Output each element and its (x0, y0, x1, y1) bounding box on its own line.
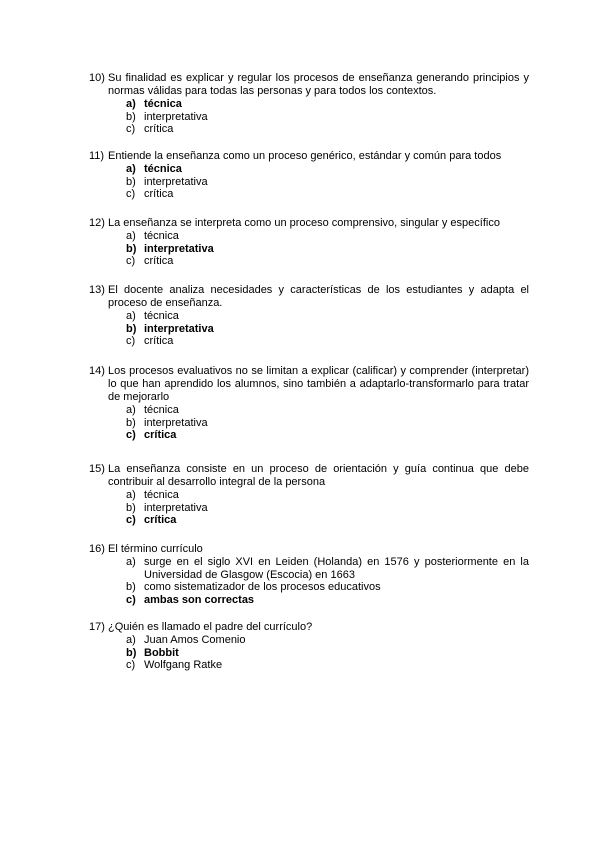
option-c: c) crítica (126, 429, 177, 442)
question-number: 12) (89, 217, 105, 229)
option-b: b) interpretativa (126, 322, 214, 335)
option-a: a) técnica (126, 489, 179, 501)
option-b: b) interpretativa (126, 175, 208, 188)
options-list (126, 404, 529, 442)
question-text: ¿Quién es llamado el padre del currículo? (108, 621, 313, 633)
question-stem (89, 365, 529, 404)
question-text: La enseñanza se interpreta como un proceso comprensivo, singular y específico (108, 217, 500, 229)
option-b: b) interpretativa (126, 501, 208, 514)
option-c: c) ambas son correctas (126, 593, 255, 606)
options-list (126, 98, 529, 136)
question-number: 13) (89, 284, 105, 296)
question-stem (89, 284, 529, 310)
option-c: c) crítica (126, 514, 177, 527)
question-stem (89, 72, 529, 98)
question-number: 16) (89, 543, 105, 555)
option-a: a) surge en el siglo XVI en Leiden (Holanda) en 1576 y posteriormente en la Universidad de Glasgow (Escocia) en 1663 (126, 556, 529, 581)
option-a: a) técnica (126, 230, 179, 242)
options-list (126, 310, 529, 348)
question-text: El docente analiza necesidades y características de los estudiantes y adapta el proceso de enseñanza. (108, 284, 529, 309)
question-stem (89, 150, 529, 163)
option-a: a) técnica (126, 310, 179, 322)
option-b: b) como sistematizador de los procesos educativos (126, 581, 381, 594)
question-17 (89, 621, 529, 672)
option-c: c) Wolfgang Ratke (126, 659, 223, 672)
option-b: b) Bobbit (126, 646, 179, 659)
options-list (126, 556, 529, 606)
question-text: Su finalidad es explicar y regular los procesos de enseñanza generando principios y normas válidas para todas las personas y para todos los contextos. (108, 72, 529, 97)
question-13 (89, 284, 529, 348)
option-a: a) técnica (126, 163, 182, 175)
option-b: b) interpretativa (126, 242, 214, 255)
question-text: La enseñanza consiste en un proceso de orientación y guía continua que debe contribuir al desarrollo integral de la persona (108, 463, 529, 488)
question-number: 11) (89, 150, 105, 162)
question-stem (89, 217, 529, 230)
question-text: Entiende la enseñanza como un proceso genérico, estándar y común para todos (108, 150, 502, 162)
question-text: Los procesos evaluativos no se limitan a explicar (calificar) y comprender (interpretar) lo que han aprendido los alumnos, sino también a adaptarlo-transformarlo para tratar de mejorarlo (108, 365, 529, 403)
question-text: El término currículo (108, 543, 203, 555)
option-b: b) interpretativa (126, 416, 208, 429)
question-10 (89, 72, 529, 136)
question-15 (89, 463, 529, 527)
question-stem (89, 621, 529, 634)
option-c: c) crítica (126, 188, 174, 201)
option-c: c) crítica (126, 123, 174, 136)
option-c: c) crítica (126, 335, 174, 348)
question-number: 17) (89, 621, 105, 633)
question-12 (89, 217, 529, 268)
question-16 (89, 543, 529, 606)
question-number: 14) (89, 365, 105, 377)
options-list (126, 230, 529, 268)
option-a: a) Juan Amos Comenio (126, 634, 246, 646)
option-a: a) técnica (126, 404, 179, 416)
option-c: c) crítica (126, 255, 174, 268)
options-list (126, 489, 529, 527)
options-list (126, 634, 529, 672)
options-list (126, 163, 529, 201)
option-a: a) técnica (126, 98, 182, 110)
question-stem (89, 463, 529, 489)
option-b: b) interpretativa (126, 110, 208, 123)
question-11 (89, 150, 529, 201)
question-14 (89, 365, 529, 442)
question-stem (89, 543, 529, 556)
question-number: 10) (89, 72, 105, 84)
question-number: 15) (89, 463, 105, 475)
